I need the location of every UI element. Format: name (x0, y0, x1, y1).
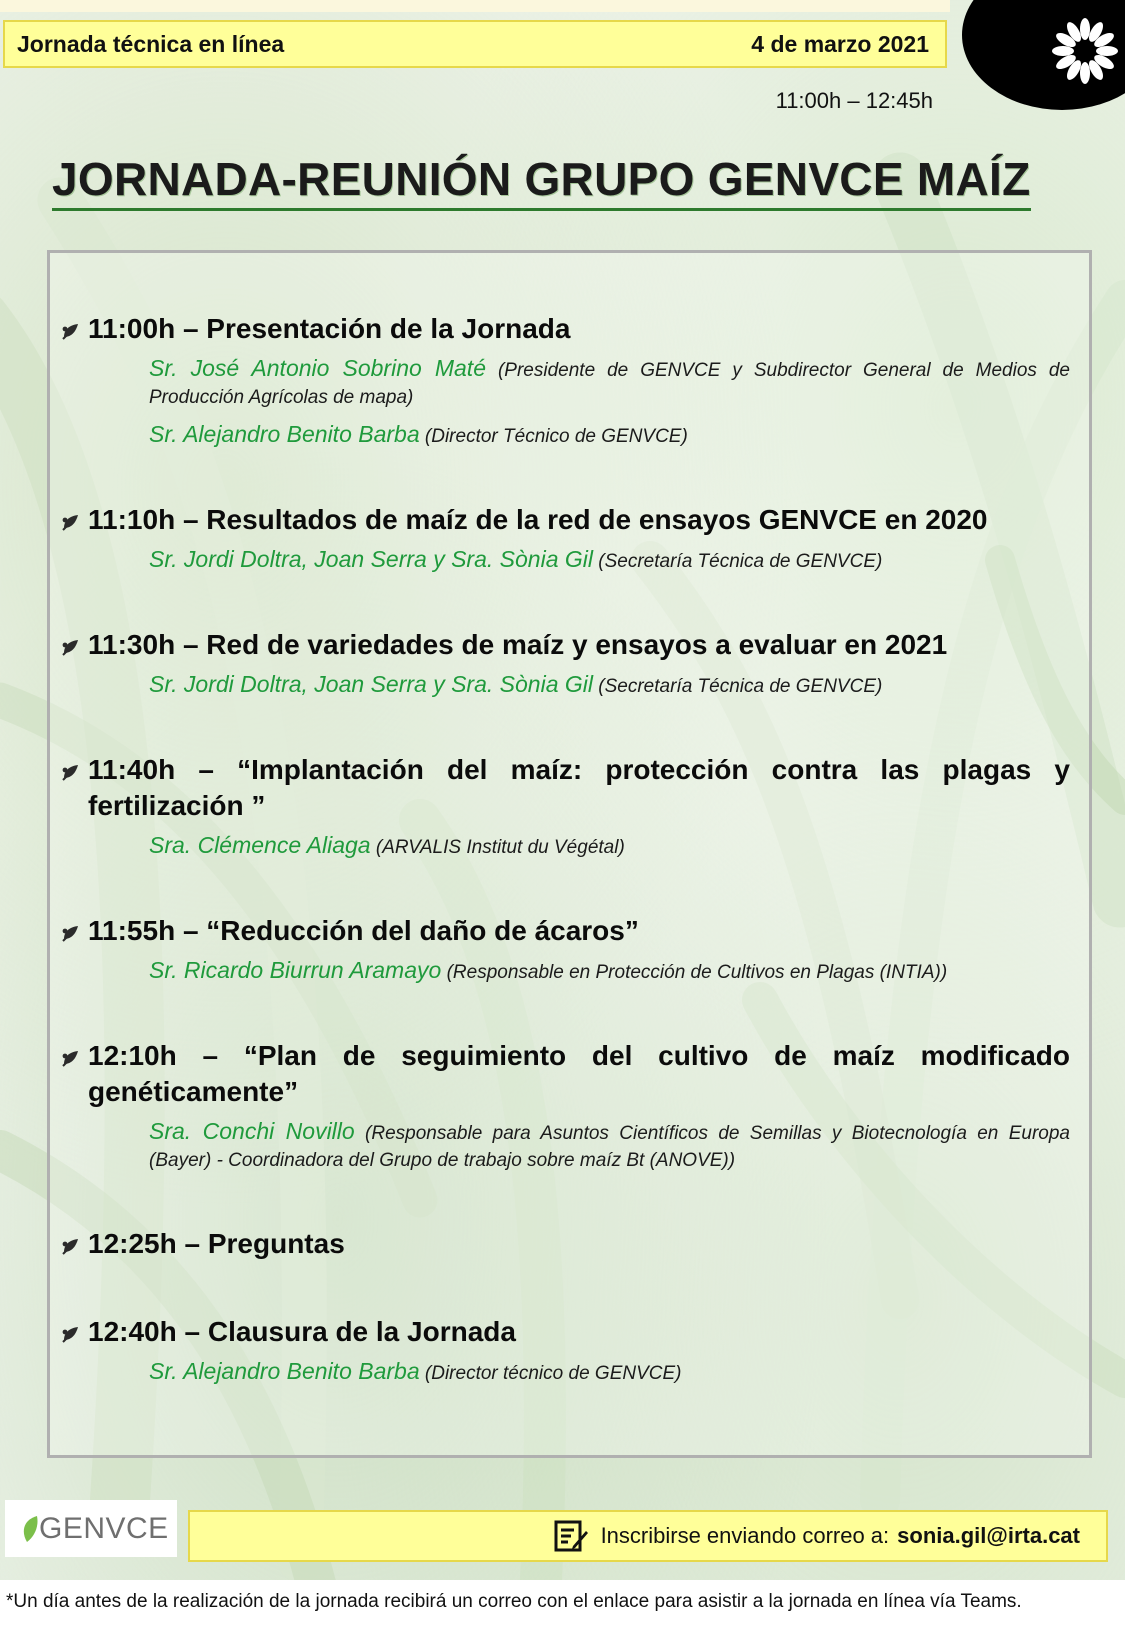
agenda-item (60, 311, 1070, 450)
agenda-item-title (60, 1226, 1070, 1262)
event-type: Jornada técnica en línea (17, 30, 285, 57)
leaf-bullet-icon (60, 1236, 82, 1256)
logo-text: GENVCE (39, 1511, 169, 1545)
agenda-item-title (60, 1314, 1070, 1350)
agenda-item (60, 502, 1070, 575)
agenda-item (60, 1314, 1070, 1387)
leaf-bullet-icon (60, 762, 82, 782)
speaker-role: (ARVALIS Institut du Végétal) (375, 837, 625, 858)
form-edit-icon (553, 1518, 589, 1554)
speaker-role: (Director técnico de GENVCE) (424, 1363, 682, 1384)
agenda-speaker (149, 1118, 1070, 1174)
agenda-speaker (149, 832, 1070, 861)
page-title: JORNADA-REUNIÓN GRUPO GENVCE MAÍZ (52, 152, 1031, 211)
leaf-bullet-icon (60, 512, 82, 532)
header-bar (3, 20, 947, 68)
agenda-item (60, 627, 1070, 700)
agenda-speaker (149, 1358, 1070, 1387)
footnote: *Un día antes de la realización de la jornada recibirá un correo con el enlace para asistir a la jornada en línea vía Teams. (0, 1580, 1125, 1625)
speaker-name: Sr. Jordi Doltra, Joan Serra y Sra. Sònia Gil (149, 546, 593, 572)
agenda-item-title-text: 11:10h – Resultados de maíz de la red de ensayos GENVCE en 2020 (88, 504, 988, 535)
leaf-bullet-icon (60, 321, 82, 341)
speaker-name: Sr. Alejandro Benito Barba (149, 421, 420, 447)
agenda-item-title (60, 502, 1070, 538)
leaf-bullet-icon (60, 1324, 82, 1344)
agenda-speaker (149, 671, 1070, 700)
speaker-name: Sra. Clémence Aliaga (149, 832, 371, 858)
speaker-name: Sr. José Antonio Sobrino Maté (149, 355, 486, 381)
agenda-item (60, 1226, 1070, 1262)
agenda-item-title-text: 12:10h – “Plan de seguimiento del cultivo de maíz modificado genéticamente” (88, 1040, 1070, 1107)
leaf-bullet-icon (60, 637, 82, 657)
agenda-item-title (60, 752, 1070, 824)
register-bar (188, 1510, 1108, 1562)
register-text: Inscribirse enviando correo a: (600, 1523, 890, 1548)
register-email-link[interactable]: sonia.gil@irta.cat (897, 1523, 1080, 1548)
agenda-item-title-text: 12:40h – Clausura de la Jornada (88, 1316, 516, 1347)
agenda-item-title-text: 11:00h – Presentación de la Jornada (88, 313, 571, 344)
agenda-box (47, 250, 1092, 1458)
agenda-list (60, 311, 1070, 1439)
leaf-bullet-icon (60, 1048, 82, 1068)
speaker-name: Sr. Jordi Doltra, Joan Serra y Sra. Sònia Gil (149, 671, 593, 697)
event-time-range: 11:00h – 12:45h (775, 88, 933, 113)
agenda-item-title (60, 913, 1070, 949)
speaker-role: (Secretaría Técnica de GENVCE) (598, 551, 883, 572)
agenda-item (60, 913, 1070, 986)
agenda-item-title (60, 627, 1070, 663)
flower-logo-icon (1050, 16, 1120, 86)
top-strip (0, 0, 950, 12)
speaker-name: Sr. Ricardo Biurrun Aramayo (149, 957, 442, 983)
agenda-speaker (149, 421, 1070, 450)
leaf-bullet-icon (60, 923, 82, 943)
agenda-item (60, 752, 1070, 861)
speaker-role: (Secretaría Técnica de GENVCE) (598, 676, 883, 697)
agenda-item-title (60, 1038, 1070, 1110)
speaker-role: (Director Técnico de GENVCE) (424, 426, 688, 447)
speaker-name: Sra. Conchi Novillo (149, 1118, 355, 1144)
agenda-item-title (60, 311, 1070, 347)
leaf-icon (19, 1514, 39, 1544)
agenda-speaker (149, 355, 1070, 411)
speaker-role: (Responsable para Asuntos Científicos de Semillas y Biotecnología en Europa (Bayer) - Coordinadora del Grupo de trabajo sobre maíz Bt (ANOVE)) (149, 1123, 1070, 1171)
agenda-speaker (149, 546, 1070, 575)
speaker-name: Sr. Alejandro Benito Barba (149, 1358, 420, 1384)
agenda-item-title-text: 11:30h – Red de variedades de maíz y ensayos a evaluar en 2021 (88, 629, 948, 660)
agenda-item (60, 1038, 1070, 1174)
event-date: 4 de marzo 2021 (751, 30, 929, 57)
agenda-item-title-text: 11:40h – “Implantación del maíz: protección contra las plagas y fertilización ” (88, 754, 1070, 821)
speaker-role: (Responsable en Protección de Cultivos en Plagas (INTIA)) (446, 962, 948, 983)
agenda-speaker (149, 957, 1070, 986)
genvce-logo (5, 1500, 177, 1557)
speaker-role: (Presidente de GENVCE y Subdirector General de Medios de Producción Agrícolas de mapa) (149, 360, 1070, 408)
agenda-item-title-text: 11:55h – “Reducción del daño de ácaros” (88, 915, 639, 946)
agenda-item-title-text: 12:25h – Preguntas (88, 1228, 345, 1259)
